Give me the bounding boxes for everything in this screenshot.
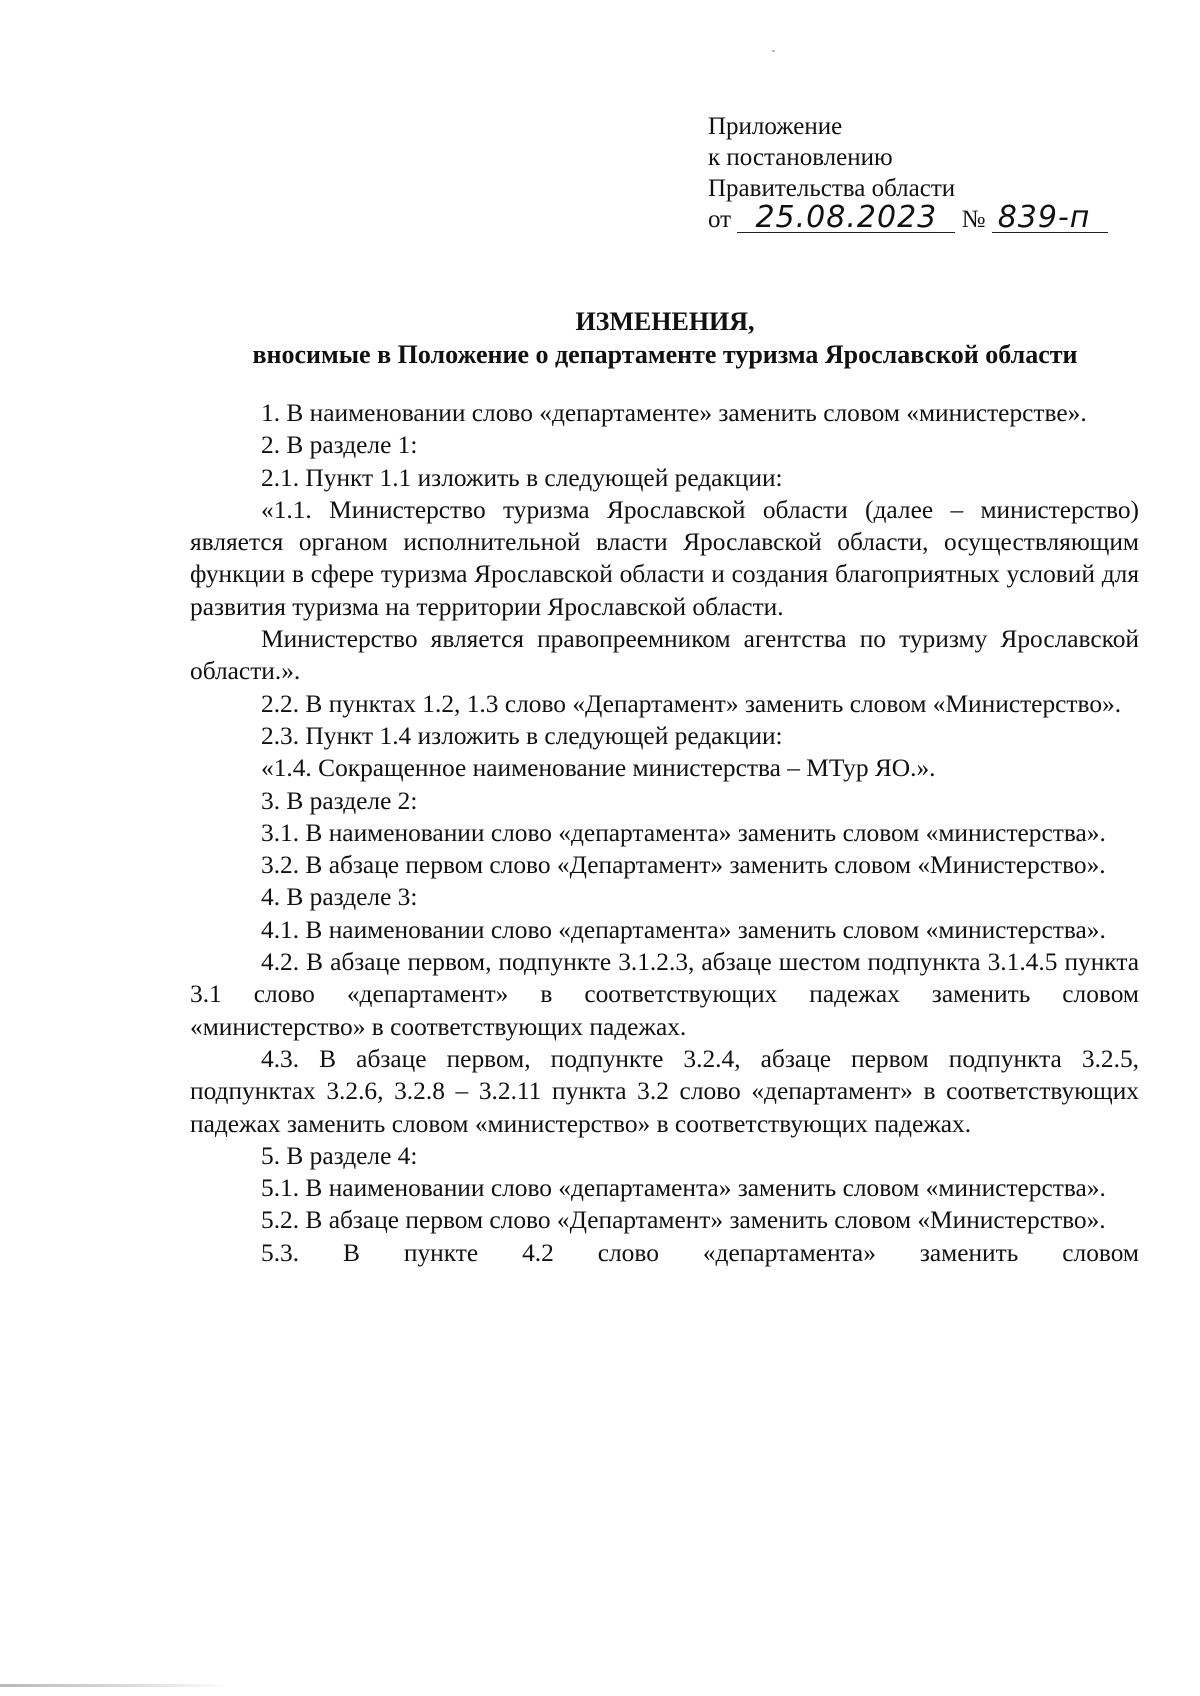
approval-line-appendix: Приложение bbox=[708, 113, 843, 140]
approval-block bbox=[708, 111, 1108, 235]
document-title bbox=[190, 305, 1140, 371]
date-label: от bbox=[708, 206, 732, 233]
paragraph: 1. В наименовании слово «департаменте» заменить словом «министерстве». bbox=[261, 399, 1087, 427]
scan-speck bbox=[772, 50, 775, 52]
handwritten-number: 839-п bbox=[992, 204, 1108, 233]
paragraph: 4.3. В абзаце первом, подпункте 3.2.4, абзаце первом подпункта 3.2.5, подпунктах 3.2.6, 3.2.8 – 3.2.11 пункта 3.2 слово «департамент» в соответствующих падежах заменить словом «министерство» в соответствующих падежах. bbox=[190, 1044, 1139, 1138]
paragraph: 4.2. В абзаце первом, подпункте 3.1.2.3, абзаце шестом подпункта 3.1.4.5 пункта 3.1 слово «департамент» в соответствующих падежах заменить словом «министерство» в соответствующих падежах. bbox=[190, 948, 1139, 1041]
paragraph: 2.3. Пункт 1.4 изложить в следующей редакции: bbox=[261, 721, 783, 750]
paragraph: «1.1. Министерство туризма Ярославской области (далее – министерство) является органом исполнительной власти Ярославской области, осуществляющим функции в сфере туризма Ярославской области и создания благоприятных условий для развития туризма на территории Ярославской области. bbox=[190, 495, 1139, 621]
approval-line-resolution: к постановлению bbox=[708, 144, 893, 171]
title-main: ИЗМЕНЕНИЯ, bbox=[575, 307, 755, 336]
paragraph: 2. В разделе 1: bbox=[261, 431, 418, 460]
paragraph: Министерство является правопреемником агентства по туризму Ярославской области.». bbox=[190, 625, 1139, 686]
document-body bbox=[190, 397, 1139, 1269]
title-subtitle: вносимые в Положение о департаменте туризма Ярославской области bbox=[252, 340, 1078, 369]
paragraph: 4. В разделе 3: bbox=[261, 883, 418, 912]
paragraph: 2.2. В пунктах 1.2, 1.3 слово «Департамент» заменить словом «Министерство». bbox=[261, 689, 1122, 718]
paragraph: 2.1. Пункт 1.1 изложить в следующей редакции: bbox=[261, 463, 783, 492]
paragraph: 4.1. В наименовании слово «департамента» заменить словом «министерства». bbox=[261, 915, 1106, 944]
paragraph: 3.2. В абзаце первом слово «Департамент» заменить словом «Министерство». bbox=[261, 851, 1106, 880]
paragraph: 5.1. В наименовании слово «департамента» заменить словом «министерства». bbox=[261, 1174, 1106, 1203]
handwritten-date: 25.08.2023 bbox=[737, 204, 955, 233]
paragraph: 5. В разделе 4: bbox=[261, 1141, 418, 1170]
paragraph: 5.2. В абзаце первом слово «Департамент» заменить словом «Министерство». bbox=[261, 1206, 1106, 1235]
number-label: № bbox=[961, 206, 986, 233]
scan-edge-artifact bbox=[0, 1684, 230, 1687]
approval-line-date-number bbox=[708, 200, 1108, 235]
paragraph: «1.4. Сокращенное наименование министерства – МТур ЯО.». bbox=[261, 754, 936, 783]
paragraph: 3.1. В наименовании слово «департамента» заменить словом «министерства». bbox=[261, 818, 1106, 847]
approval-line-government: Правительства области bbox=[708, 175, 956, 202]
paragraph: 3. В разделе 2: bbox=[261, 786, 418, 815]
paragraph: 5.3. В пункте 4.2 слово «департамента» заменить словом bbox=[261, 1238, 1139, 1267]
